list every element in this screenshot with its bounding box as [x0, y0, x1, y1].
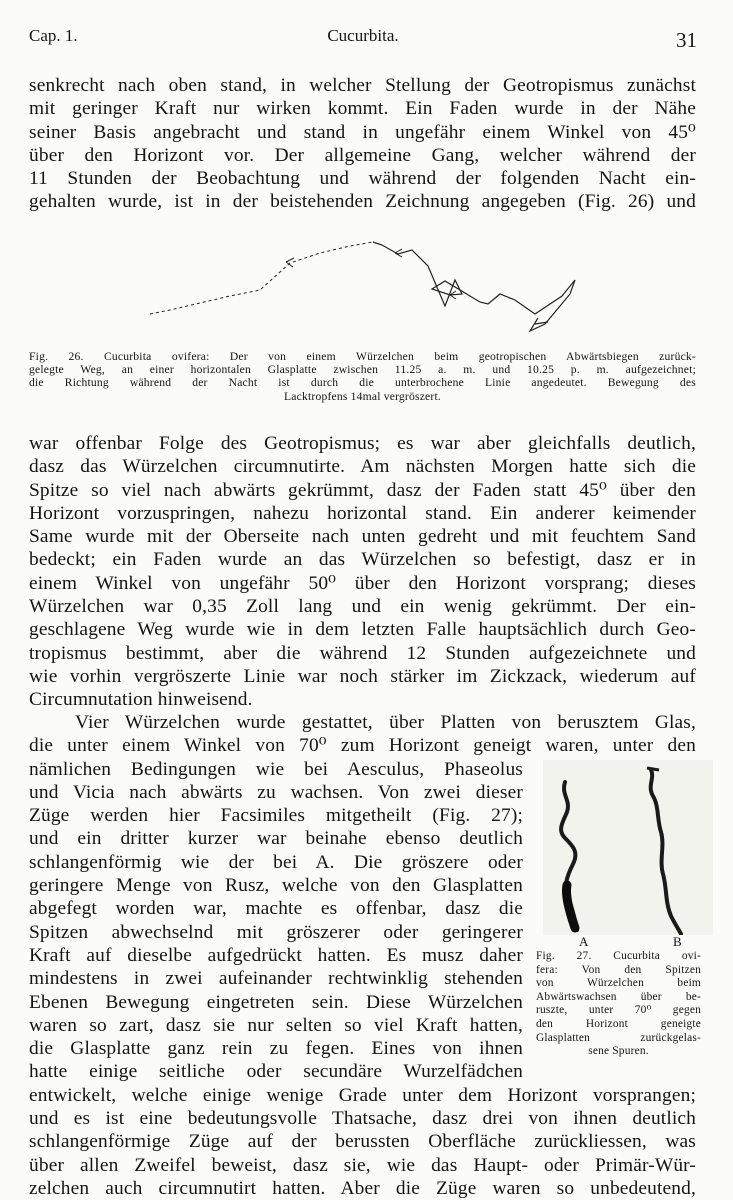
text-line: hatte einige seitliche oder secundäre Wurzelfädchen: [29, 1061, 523, 1083]
caption-line: Fig. 26. Cucurbita ovifera: Der von einem Würzelchen beim geotropischen Abwärtsbiegen zurück-: [29, 350, 696, 363]
text-line: entwickelt, welche einige wenige Grade unter dem Horizont vorsprangen;: [29, 1084, 696, 1106]
caption-line: Glasplatten zurückgelas-: [536, 1031, 701, 1044]
caption-line: Abwärtswachsen über be-: [536, 990, 701, 1003]
text-line: schlangenförmig wie der bei A. Die gröszere oder: [29, 851, 523, 873]
text-line: senkrecht nach oben stand, in welcher Stellung der Geotropismus zunächst: [29, 75, 696, 96]
text-line: dasz das Würzelchen circumnutirte. Am nächsten Morgen hatte sich die: [29, 456, 696, 478]
running-title: Cucurbita.: [327, 26, 399, 45]
text-line: seiner Basis angebracht und stand in ungefähr einem Winkel von 45⁰: [29, 121, 696, 143]
caption-line: den Horizont geneigte: [536, 1017, 701, 1030]
running-header: [29, 26, 697, 56]
text-line: geringere Menge von Rusz, welche von den Glasplatten: [29, 875, 523, 897]
text-line: war offenbar Folge des Geotropismus; es war aber gleichfalls deutlich,: [29, 433, 696, 454]
figure-27-labels: [543, 934, 713, 950]
text-line: über allen Zweifel beweist, dasz sie, wie das Haupt- oder Primär-Wür-: [29, 1154, 696, 1176]
text-line: mit geringer Kraft nur wirken kommt. Ein Faden wurde in der Nähe: [29, 98, 696, 120]
chapter-label: Cap. 1.: [29, 26, 78, 45]
text-line: waren so zart, dasz sie nur selten so viel Kraft hatten,: [29, 1014, 523, 1036]
caption-line: die Richtung während der Nacht ist durch die unterbrochene Linie angedeutet. Bewegung des: [29, 376, 696, 390]
figure-26-caption: [29, 350, 696, 403]
text-line: einem Winkel von ungefähr 50⁰ über den Horizont vorsprang; dieses: [29, 572, 696, 594]
paragraph-3-beside-figure: [29, 758, 523, 1084]
paragraph-3-continuation: [29, 1084, 696, 1200]
figure-27-caption: [536, 950, 701, 1059]
text-line: Spitzen abwechselnd mit gröszerer oder geringerer: [29, 921, 523, 943]
text-line: Vier Würzelchen wurde gestattet, über Platten von berusztem Glas,: [75, 712, 696, 733]
text-line: nämlichen Bedingungen wie bei Aesculus, Phaseolus: [29, 758, 523, 780]
paragraph-1: [29, 74, 696, 214]
text-line: die unter einem Winkel von 70⁰ zum Horizont geneigt waren, unter den: [29, 735, 696, 757]
figure-27-soot-traces: [543, 760, 713, 935]
text-line: und ein dritter kurzer war beinahe ebenso deutlich: [29, 828, 523, 850]
text-line: Same wurde mit der Oberseite nach unten gedreht und mit feuchtem Sand: [29, 526, 696, 548]
text-line: Würzelchen war 0,35 Zoll lang und ein wenig gekrümmt. Der ein-: [29, 596, 696, 618]
text-line: geschlagene Weg wurde wie in dem letzten Falle hauptsächlich durch Geo-: [29, 619, 696, 641]
text-line: Kraft auf dieselbe aufgedrückt hatten. Es musz daher: [29, 944, 523, 966]
text-line: Spitze so viel nach abwärts gekrümmt, dasz der Faden statt 45⁰ über den: [29, 479, 696, 501]
text-line: zelchen auch circumnutirt hatten. Aber die Züge waren so unbedeutend,: [29, 1177, 696, 1199]
text-line: Ebenen Bewegung eingetreten sein. Diese Würzelchen: [29, 991, 523, 1013]
label-b: B: [673, 934, 682, 949]
text-line: Circumnutation hinweisend.: [29, 689, 253, 711]
text-line: schlangenförmige Züge auf der berussten Oberfläche zurückliessen, was: [29, 1131, 696, 1153]
caption-line: ruszte, unter 70⁰ gegen: [536, 1004, 701, 1017]
text-line: und Vicia nach abwärts zu wachsen. Von zwei dieser: [29, 781, 523, 803]
caption-line: von Würzelchen beim: [536, 977, 701, 990]
text-line: gehalten wurde, ist in der beistehenden Zeichnung angegeben (Fig. 26) und: [29, 191, 696, 213]
text-line: über den Horizont vor. Der allgemeine Gang, welcher während der: [29, 144, 696, 166]
text-line: abgefegt worden war, machte es offenbar, dasz die: [29, 898, 523, 920]
figure-26-movement-trace: [150, 236, 590, 346]
night-path-dashed: [150, 242, 373, 314]
text-line: mindestens in zwei aufeinander rechtwinklig stehenden: [29, 968, 523, 990]
text-line: bedeckt; ein Faden wurde an das Würzelchen so befestigt, dasz er in: [29, 549, 696, 571]
text-line: 11 Stunden der Beobachtung und während der folgenden Nacht ein-: [29, 168, 696, 190]
text-line: Züge werden hier Facsimiles mitgetheilt (Fig. 27);: [29, 805, 523, 827]
day-path-solid: [373, 242, 575, 331]
text-line: tropismus bestimmt, aber die während 12 Stunden aufgezeichnete und: [29, 642, 696, 664]
caption-line: fera: Von den Spitzen: [536, 963, 701, 976]
caption-line: sene Spuren.: [588, 1045, 649, 1058]
paragraph-2: [29, 432, 696, 712]
text-line: wie vorhin vergröszerte Linie war noch stärker im Zickzack, wiederum auf: [29, 665, 696, 687]
paragraph-3-opening: [29, 711, 696, 758]
page-number: 31: [676, 28, 697, 52]
caption-line: gelegte Weg, an einer horizontalen Glasplatte zwischen 11.25 a. m. und 10.25 p. m. aufgezeichnet;: [29, 363, 696, 377]
text-line: die Glasplatte ganz rein zu fegen. Eines von ihnen: [29, 1038, 523, 1060]
text-line: und es ist eine bedeutungsvolle Thatsache, dasz drei von ihnen deutlich: [29, 1108, 696, 1130]
direction-arrow: [286, 258, 294, 267]
trace-b-top: [647, 768, 659, 770]
caption-line: Lacktropfens 14mal vergröszert.: [284, 389, 441, 403]
caption-line: Fig. 27. Cucurbita ovi-: [536, 950, 701, 962]
label-a: A: [579, 934, 589, 949]
text-line: Horizont vorzuspringen, nahezu horizontal stand. Ein anderer keimender: [29, 502, 696, 524]
